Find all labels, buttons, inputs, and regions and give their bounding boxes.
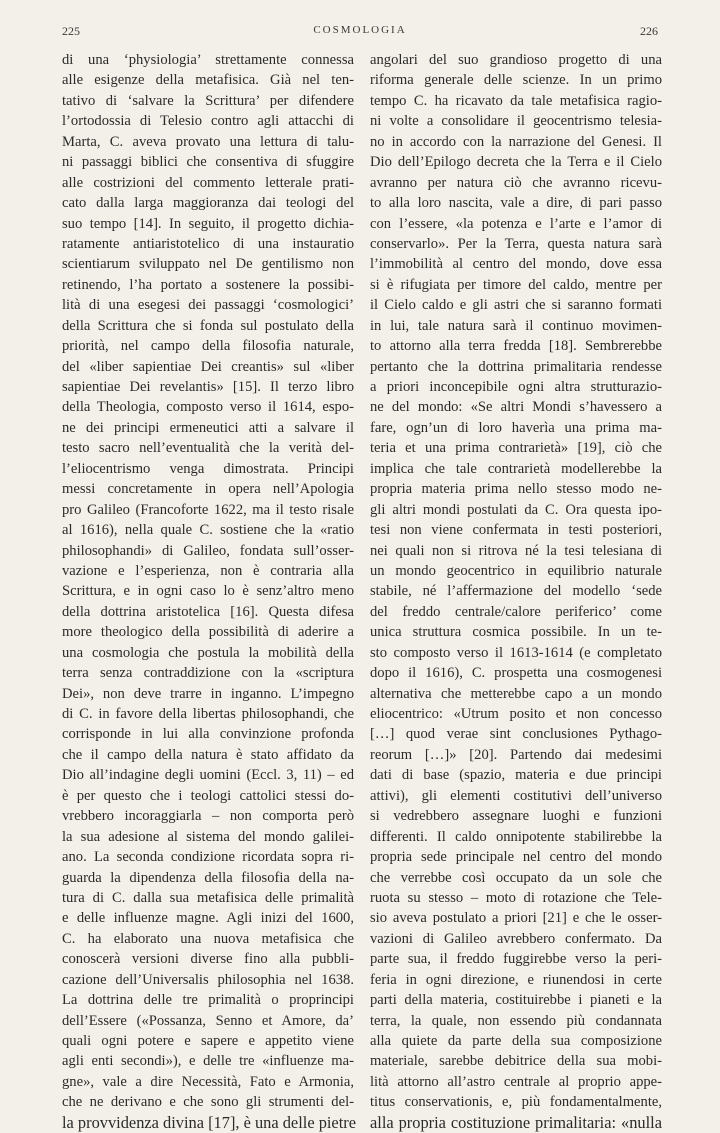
right-column-line: l’immobilità al centro del mondo, dove essa [370, 256, 662, 273]
right-column-text [370, 50, 662, 1133]
left-column-line: tativo di ‘salvare la Scrittura’ per difendere [62, 92, 354, 109]
right-column-line: pertanto che la dottrina primalitaria rendesse [370, 358, 662, 375]
right-column-line: dopo il 1616), C. prospetta una cosmogenesi [370, 665, 662, 682]
left-column-line: l’eliocentrismo venga dimostrata. Principi [62, 460, 354, 477]
right-column-line: del freddo centrale/calore periferico’ come [370, 603, 662, 620]
left-column-line: della dottrina aristotelica [16]. Questa difesa [62, 603, 354, 620]
right-column-line: il Cielo caldo e gli astri che si saranno formati [370, 297, 662, 314]
right-column-line: con l’essere, «la potenza e l’arte e l’amor di [370, 215, 662, 232]
left-column-line: philosophandi» di Galileo, fondata sull’osser- [62, 542, 354, 559]
page-number-left: 225 [62, 24, 80, 38]
left-column-line: lità di una esegesi dei passaggi ‘cosmologici’ [62, 297, 354, 314]
right-column-line: angolari del suo grandioso progetto di una [370, 52, 662, 68]
right-column-line: Dio dell’Epilogo decreta che la Terra e il Cielo [370, 154, 662, 171]
right-column-line: lità attorno all’astro centrale al proprio appe- [370, 1073, 662, 1090]
left-column-line: cato dalla larga maggioranza dai teologi del [62, 195, 354, 212]
right-column-line: ruota su stesso – moto di rotazione che Tele- [370, 889, 662, 906]
left-column-line: è per questo che i teologi cattolici stessi do- [62, 787, 354, 804]
right-column-line: nei quali non si ritrova né la tesi telesiana di [370, 542, 662, 559]
left-column-line: alle costrizioni del commento letterale prati- [62, 174, 354, 191]
left-column-line: del «liber sapientiae Dei creantis» sul «liber [62, 358, 354, 375]
left-column-line: Dei», non deve trarre in inganno. L’impegno [62, 685, 354, 702]
left-column-line: terra senza contraddizione con la «scriptura [62, 665, 354, 682]
left-column-line: ne dei principi ermeneutici atti a salvare il [62, 419, 354, 436]
right-column-line: parti della materia, costituirebbe i pianeti e la [370, 992, 662, 1009]
left-column-line: C. ha elaborato una nuova metafisica che [62, 930, 354, 947]
left-column-line: scientiarum sviluppato nel De gentilismo non [62, 256, 354, 273]
left-column-line: una cosmologia che postula la mobilità della [62, 644, 354, 661]
left-column-line: alle esigenze della metafisica. Già nel ten- [62, 72, 354, 89]
left-column-line: Dio all’indagine degli uomini (Eccl. 3, 11) – ed [62, 767, 354, 784]
right-column-line: teria et una prima contrarietà» [19], ciò che [370, 440, 662, 457]
left-column-line: della Theologia, composto verso il 1614, espo- [62, 399, 354, 416]
left-column-line: guarda la dipendenza della filosofia della na- [62, 869, 354, 886]
left-column-line: more theologico della possibilità di aderire a [62, 624, 354, 641]
left-column-line: la provvidenza divina [17], è una delle pietre [62, 1112, 356, 1132]
right-column-line: un mondo geocentrico in equilibrio naturale [370, 562, 662, 579]
left-column-line: Marta, C. aveva provato una lettura di talu- [62, 133, 354, 150]
right-column-line: a priori inconcepibile ogni altra strutturazio- [370, 379, 662, 395]
right-column-line: to alla loro nascita, vale a dire, di pari passo [370, 195, 662, 212]
right-column-line: no in accordo con la narrazione del Genesi. Il [370, 133, 662, 150]
right-column-line: eliocentrico: «Utrum posito et non concesso [370, 706, 662, 722]
left-column-line: l’ortodossia di Telesio contro agli attacchi di [62, 113, 354, 130]
left-column-line: Scrittura, e in ogni caso lo è senz’altro meno [62, 583, 354, 600]
right-column-line: […] quod verae sint conclusiones Pythago- [370, 726, 662, 743]
right-column-line: in lui, tale natura sarà il continuo movimen- [370, 317, 662, 334]
left-column-line: testo sacro nell’eventualità che la verità del- [62, 440, 354, 457]
left-column-line: ratamente antiaristotelico di una instauratio [62, 235, 354, 252]
right-column-line: alla propria costituzione primalitaria: «nulla [370, 1112, 662, 1132]
left-column-line: dell’Essere («Possanza, Senno et Amore, da’ [62, 1012, 354, 1029]
running-header [62, 24, 658, 44]
right-column-line: stabile, né l’affermazione del modello ‘sede [370, 583, 662, 600]
left-column-line: cazione dell’Universalis philosophia nel 1638. [62, 971, 354, 988]
left-column-line: vazione e l’esperienza, non è contraria alla [62, 562, 354, 579]
right-column-line: differenti. Il caldo onnipotente stabilirebbe la [370, 828, 662, 845]
left-column-line: suo tempo [14]. In seguito, il progetto dichia- [62, 215, 354, 232]
right-column-line: feria in ogni direzione, e riunendosi in certe [370, 971, 662, 988]
running-title: COSMOLOGIA [313, 24, 407, 36]
left-column-line: ni passaggi biblici che consentiva di sfuggire [62, 154, 354, 171]
left-column-line: di C. in favore della libertas philosophandi, che [62, 706, 354, 722]
right-column-line: fare, ogn’un di loro haverìa una prima ma- [370, 419, 662, 436]
right-column-line: alternativa che metterebbe capo a un mondo [370, 685, 662, 702]
right-column-line: parte sua, il freddo fuggirebbe verso la peri- [370, 951, 662, 968]
left-column-line: La dottrina delle tre primalità o proprincipi [62, 992, 354, 1009]
right-column-line: ne del mondo: «Se altri Mondi s’havessero a [370, 399, 662, 416]
right-column-line: conservarlo». Per la Terra, questa natura sarà [370, 235, 662, 252]
right-column-line: to attorno alla terra fredda [18]. Sembrerebbe [370, 338, 662, 355]
right-column-line: dati di base (spazio, materia e due principi [370, 767, 662, 784]
left-column-line: ano. La seconda condizione ricordata sopra ri- [62, 849, 354, 866]
right-column-line: avranno per natura ciò che avranno ricevu- [370, 174, 662, 191]
left-column-line: quali ogni potere e sapere e appetito viene [62, 1033, 354, 1049]
right-column-line: unica struttura cosmica possibile. In un te- [370, 624, 662, 641]
left-column-line: della Scrittura che si fonda sul postulato della [62, 317, 354, 334]
left-column-line: gne», vale a dire Necessità, Fato e Armonia, [62, 1073, 354, 1090]
left-column-line: priorità, nel campo della filosofia naturale, [62, 338, 354, 355]
right-column-line: si è rifugiata per timore del caldo, mentre per [370, 276, 662, 293]
left-column-text [62, 50, 354, 1133]
left-column-line: sapientiae Dei revelantis» [15]. Il terzo libro [62, 379, 354, 395]
left-column-line: al 1616), nella quale C. sostiene che la «ratio [62, 522, 354, 539]
right-column-line: che verrebbe così occupato da un sole che [370, 869, 662, 886]
right-column-line: reorum […]» [20]. Partendo dai medesimi [370, 746, 662, 763]
left-column-line: tura di C. dalla sua metafisica delle primalità [62, 889, 354, 906]
right-column-line: titus conservationis, e, più fondamentalmente, [370, 1094, 662, 1111]
right-column-line: propria sede principale nel centro del mondo [370, 849, 662, 866]
right-column-line: ni volte a consolidare il geocentrismo telesia- [370, 113, 662, 130]
right-column-line: tesi non viene confermata in testi posteriori, [370, 522, 662, 539]
left-column-line: di una ‘physiologia’ strettamente connessa [62, 52, 354, 68]
right-column-line: terra, la quale, non essendo più condannata [370, 1012, 662, 1029]
right-column-line: riforma generale delle scienze. In un primo [370, 72, 662, 89]
right-column-line: sto composto verso il 1613-1614 (e completato [370, 644, 662, 661]
right-column-line: si vedrebbero assegnare luoghi e funzioni [370, 808, 662, 825]
left-column-line: messi concretamente in opera nell’Apologia [62, 481, 354, 498]
left-column-line: pro Galileo (Francoforte 1622, ma il testo risale [62, 501, 354, 518]
left-column-line: retinendo, l’ha portato a sostenere la possibi- [62, 276, 354, 293]
right-column-line: materiale, sarebbe debitrice della sua mobi- [370, 1053, 662, 1070]
right-column-line: gli altri mondi postulati da C. Ora questa ipo- [370, 501, 662, 518]
left-column-line: che il campo della natura è stato affidato da [62, 746, 354, 763]
left-column-line: e delle influenze magne. Agli inizi del 1600, [62, 910, 354, 927]
left-column-line: che ne derivano e che sono gli strumenti del- [62, 1094, 354, 1111]
right-column-line: propria materia prima nello stesso modo ne- [370, 481, 662, 498]
left-column-line: la sua adesione al sistema del mondo galilei- [62, 828, 354, 845]
left-column-line: vrebbero incoraggiarla – non comporta però [62, 808, 354, 825]
right-column-line: attivi), gli elementi costitutivi dell’universo [370, 787, 662, 804]
right-column-line: sio aveva postulato a priori [21] e che le osser- [370, 910, 662, 927]
right-column-line: vazioni di Galileo avrebbero confermato. Da [370, 930, 662, 947]
left-column-line: agli enti secondi»), e delle tre «influenze ma- [62, 1053, 354, 1070]
right-column-line: tempo C. ha ricavato da tale metafisica ragio- [370, 92, 662, 109]
right-column-line: alla quiete da parte della sua composizione [370, 1033, 662, 1049]
left-column-line: corrisponde in lui alla convinzione profonda [62, 726, 354, 743]
page-number-right: 226 [640, 24, 658, 38]
right-column-line: implica che tale contrarietà modellerebbe la [370, 460, 662, 477]
left-column-line: conoscerà versioni diverse fino alla pubbli- [62, 951, 354, 968]
